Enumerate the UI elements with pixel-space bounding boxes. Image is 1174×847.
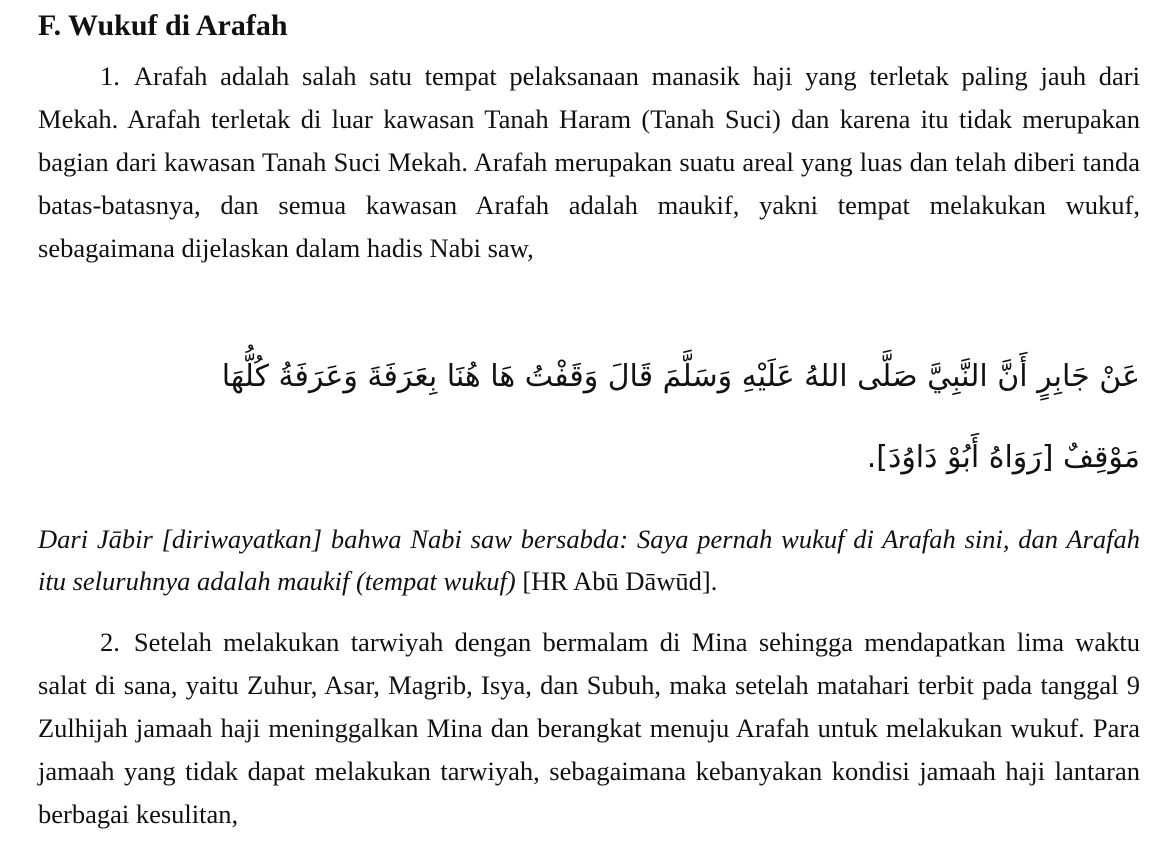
hadith-source: [HR Abū Dāwūd]. (522, 566, 718, 596)
hadith-arabic-line-2: مَوْقِفٌ [رَوَاهُ أَبُوْ دَاوُدَ]. (866, 440, 1140, 475)
hadith-translation (38, 518, 1140, 602)
hadith-translation-text: Dari Jābir [diriwayatkan] bahwa Nabi saw bersabda: Saya pernah wukuf di Arafah sini, dan Arafah itu seluruhnya adalah maukif (tempat wukuf) (38, 524, 1140, 596)
paragraph-2 (38, 621, 1140, 836)
paragraph-1 (38, 55, 1140, 270)
paragraph-2-number: 2. (100, 627, 120, 657)
paragraph-2-text: Setelah melakukan tarwiyah dengan bermalam di Mina sehingga mendapatkan lima waktu salat di sana, yaitu Zuhur, Asar, Magrib, Isya, dan Subuh, maka setelah matahari terbit pada tanggal 9 Zulhijah jamaah haji meninggalkan Mina dan berangkat menuju Arafah untuk melakukan wukuf. Para jamaah yang tidak dapat melakukan tarwiyah, sebagaimana kebanyakan kondisi jamaah haji lantaran berbagai kesulitan, (38, 627, 1140, 829)
paragraph-1-number: 1. (100, 61, 120, 91)
hadith-arabic-line-1: عَنْ جَابِرٍ أَنَّ النَّبِيَّ صَلَّى اللهُ عَلَيْهِ وَسَلَّمَ قَالَ وَقَفْتُ هَا هُنَا بِعَرَفَةَ وَعَرَفَةُ كُلُّهَا (221, 359, 1140, 394)
paragraph-1-text: Arafah adalah salah satu tempat pelaksanaan manasik haji yang terletak paling jauh dari Mekah. Arafah terletak di luar kawasan Tanah Haram (Tanah Suci) dan karena itu tidak merupakan bagian dari kawasan Tanah Suci Mekah. Arafah merupakan suatu areal yang luas dan telah diberi tanda batas-batasnya, dan semua kawasan Arafah adalah maukif, yakni tempat melakukan wukuf, sebagaimana dijelaskan dalam hadis Nabi saw, (38, 61, 1140, 263)
section-heading: F. Wukuf di Arafah (38, 9, 288, 42)
